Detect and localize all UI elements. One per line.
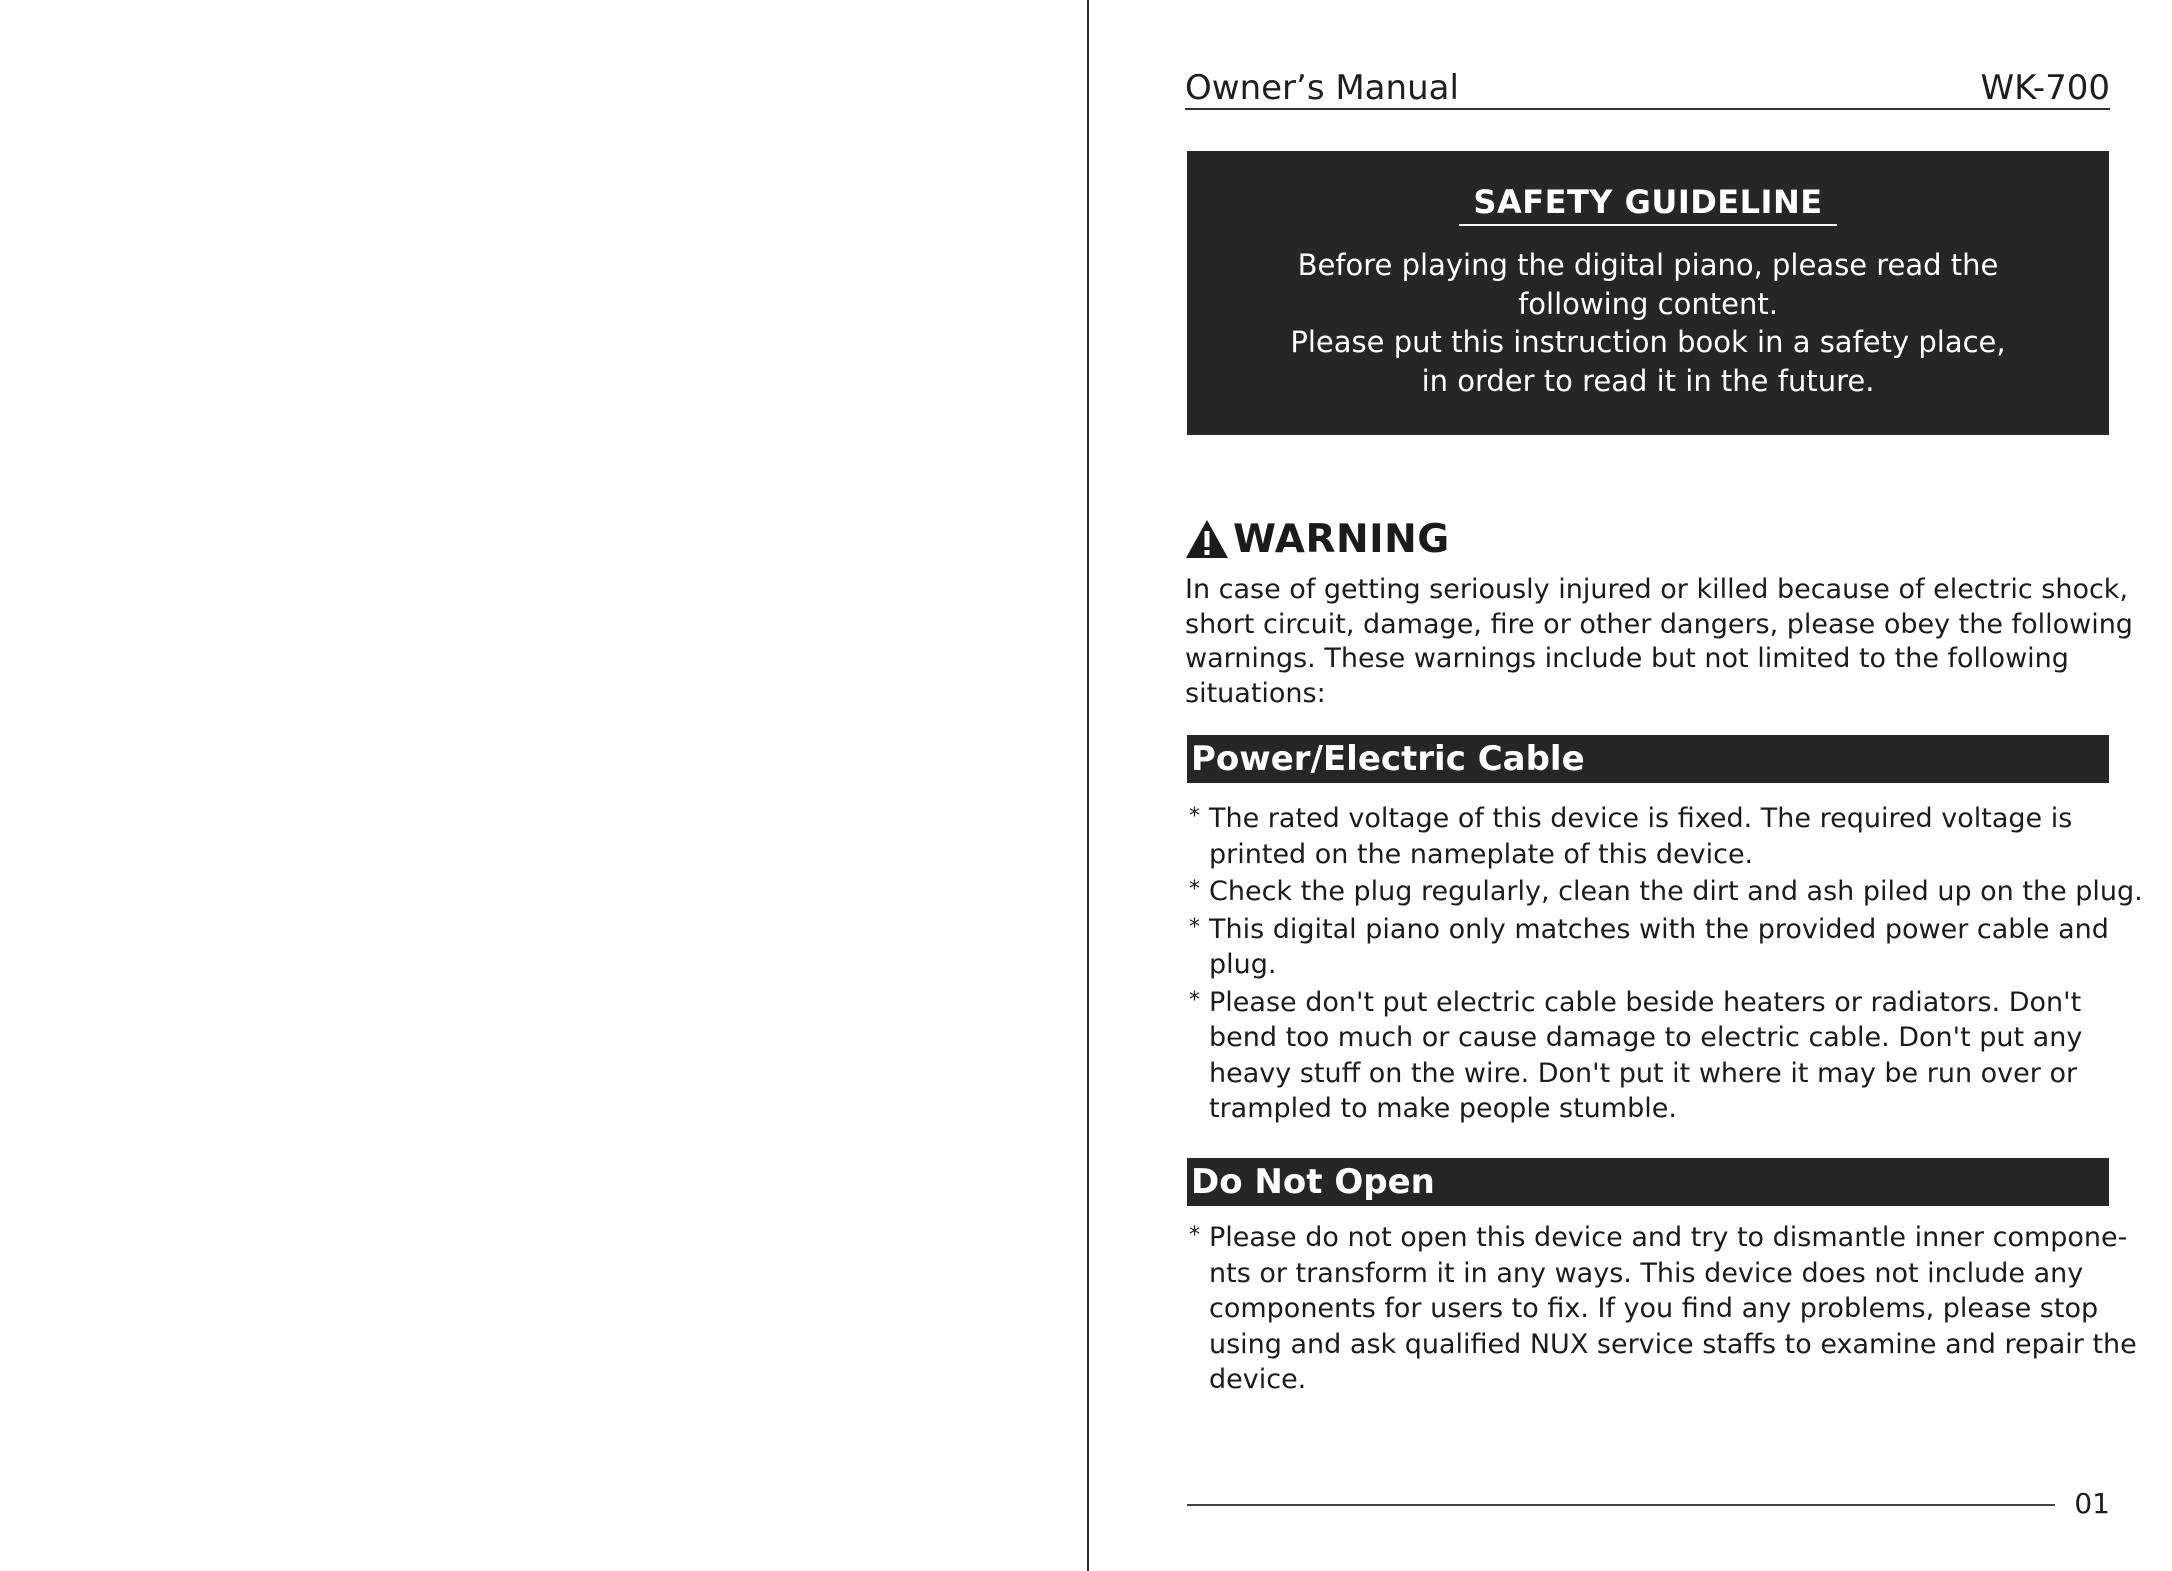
page-spread-divider [1087,0,1089,1571]
list-item-line: using and ask qualified NUX service staffs to examine and repair the [1209,1328,2137,1360]
page-number: 01 [2074,1487,2110,1520]
list-item-line: This digital piano only matches with the provided power cable and [1209,913,2109,945]
warning-intro-line: In case of getting seriously injured or killed because of electric shock, [1185,574,2129,605]
warning-intro [1185,573,2133,711]
bullet-marker: * [1189,1223,1200,1248]
power-cable-list [1189,801,2143,1129]
manual-page [1185,0,2143,1571]
safety-line: in order to read it in the future. [1421,363,1875,398]
list-item [1189,1220,2137,1398]
list-item-line: bend too much or cause damage to electric cable. Don't put any [1209,1022,2083,1053]
list-item [1189,801,2129,872]
footer-rule [1187,1504,2055,1506]
do-not-open-list [1189,1220,2137,1400]
list-item-line: trampled to make people stumble. [1209,1093,1677,1124]
safety-guideline-text [1187,246,2109,400]
list-item-line: components for users to fix. If you find any problems, please stop [1209,1293,2099,1324]
section-heading-power-cable: Power/Electric Cable [1187,735,2109,783]
safety-guideline-title: SAFETY GUIDELINE [1459,183,1836,226]
safety-line: following content. [1518,286,1778,321]
list-item-line: The rated voltage of this device is fixed. The required voltage is [1209,803,2073,834]
bullet-marker: * [1189,914,1200,940]
list-item-line: Please don't put electric cable beside heaters or radiators. Don't [1209,986,2082,1018]
warning-intro-line: situations: [1185,677,1326,709]
model-number: WK-700 [1980,68,2110,108]
list-item-line: Please do not open this device and try to dismantle inner compone- [1209,1222,2128,1253]
warning-intro-line: short circuit, damage, fire or other dangers, please obey the following [1185,608,2133,640]
list-item [1189,912,2129,983]
list-item-line: device. [1209,1364,1307,1395]
bullet-marker: * [1189,987,1200,1013]
warning-intro-line: warnings. These warnings include but not limited to the following [1185,643,2069,674]
list-item-line: Check the plug regularly, clean the dirt and ash piled up on the plug. [1209,876,2143,907]
safety-guideline-box [1187,151,2109,435]
safety-line: Before playing the digital piano, please read the [1297,248,1999,282]
section-heading-do-not-open: Do Not Open [1187,1158,2109,1206]
list-item-line: nts or transform it in any ways. This device does not include any [1209,1257,2084,1289]
list-item-line: heavy stuff on the wire. Don't put it where it may be run over or [1209,1057,2078,1089]
warning-heading [1185,514,1450,564]
bullet-marker: * [1189,877,1200,902]
list-item-line: plug. [1209,949,1277,980]
list-item [1189,874,2143,910]
manual-title: Owner’s Manual [1185,68,1459,108]
safety-line: Please put this instruction book in a safety place, [1290,325,2006,359]
warning-triangle-icon [1185,519,1229,559]
page-header [1185,66,2110,110]
warning-title: WARNING [1233,516,1450,562]
bullet-marker: * [1189,804,1200,829]
list-item [1189,985,2129,1127]
list-item-line: printed on the nameplate of this device. [1209,838,1754,870]
